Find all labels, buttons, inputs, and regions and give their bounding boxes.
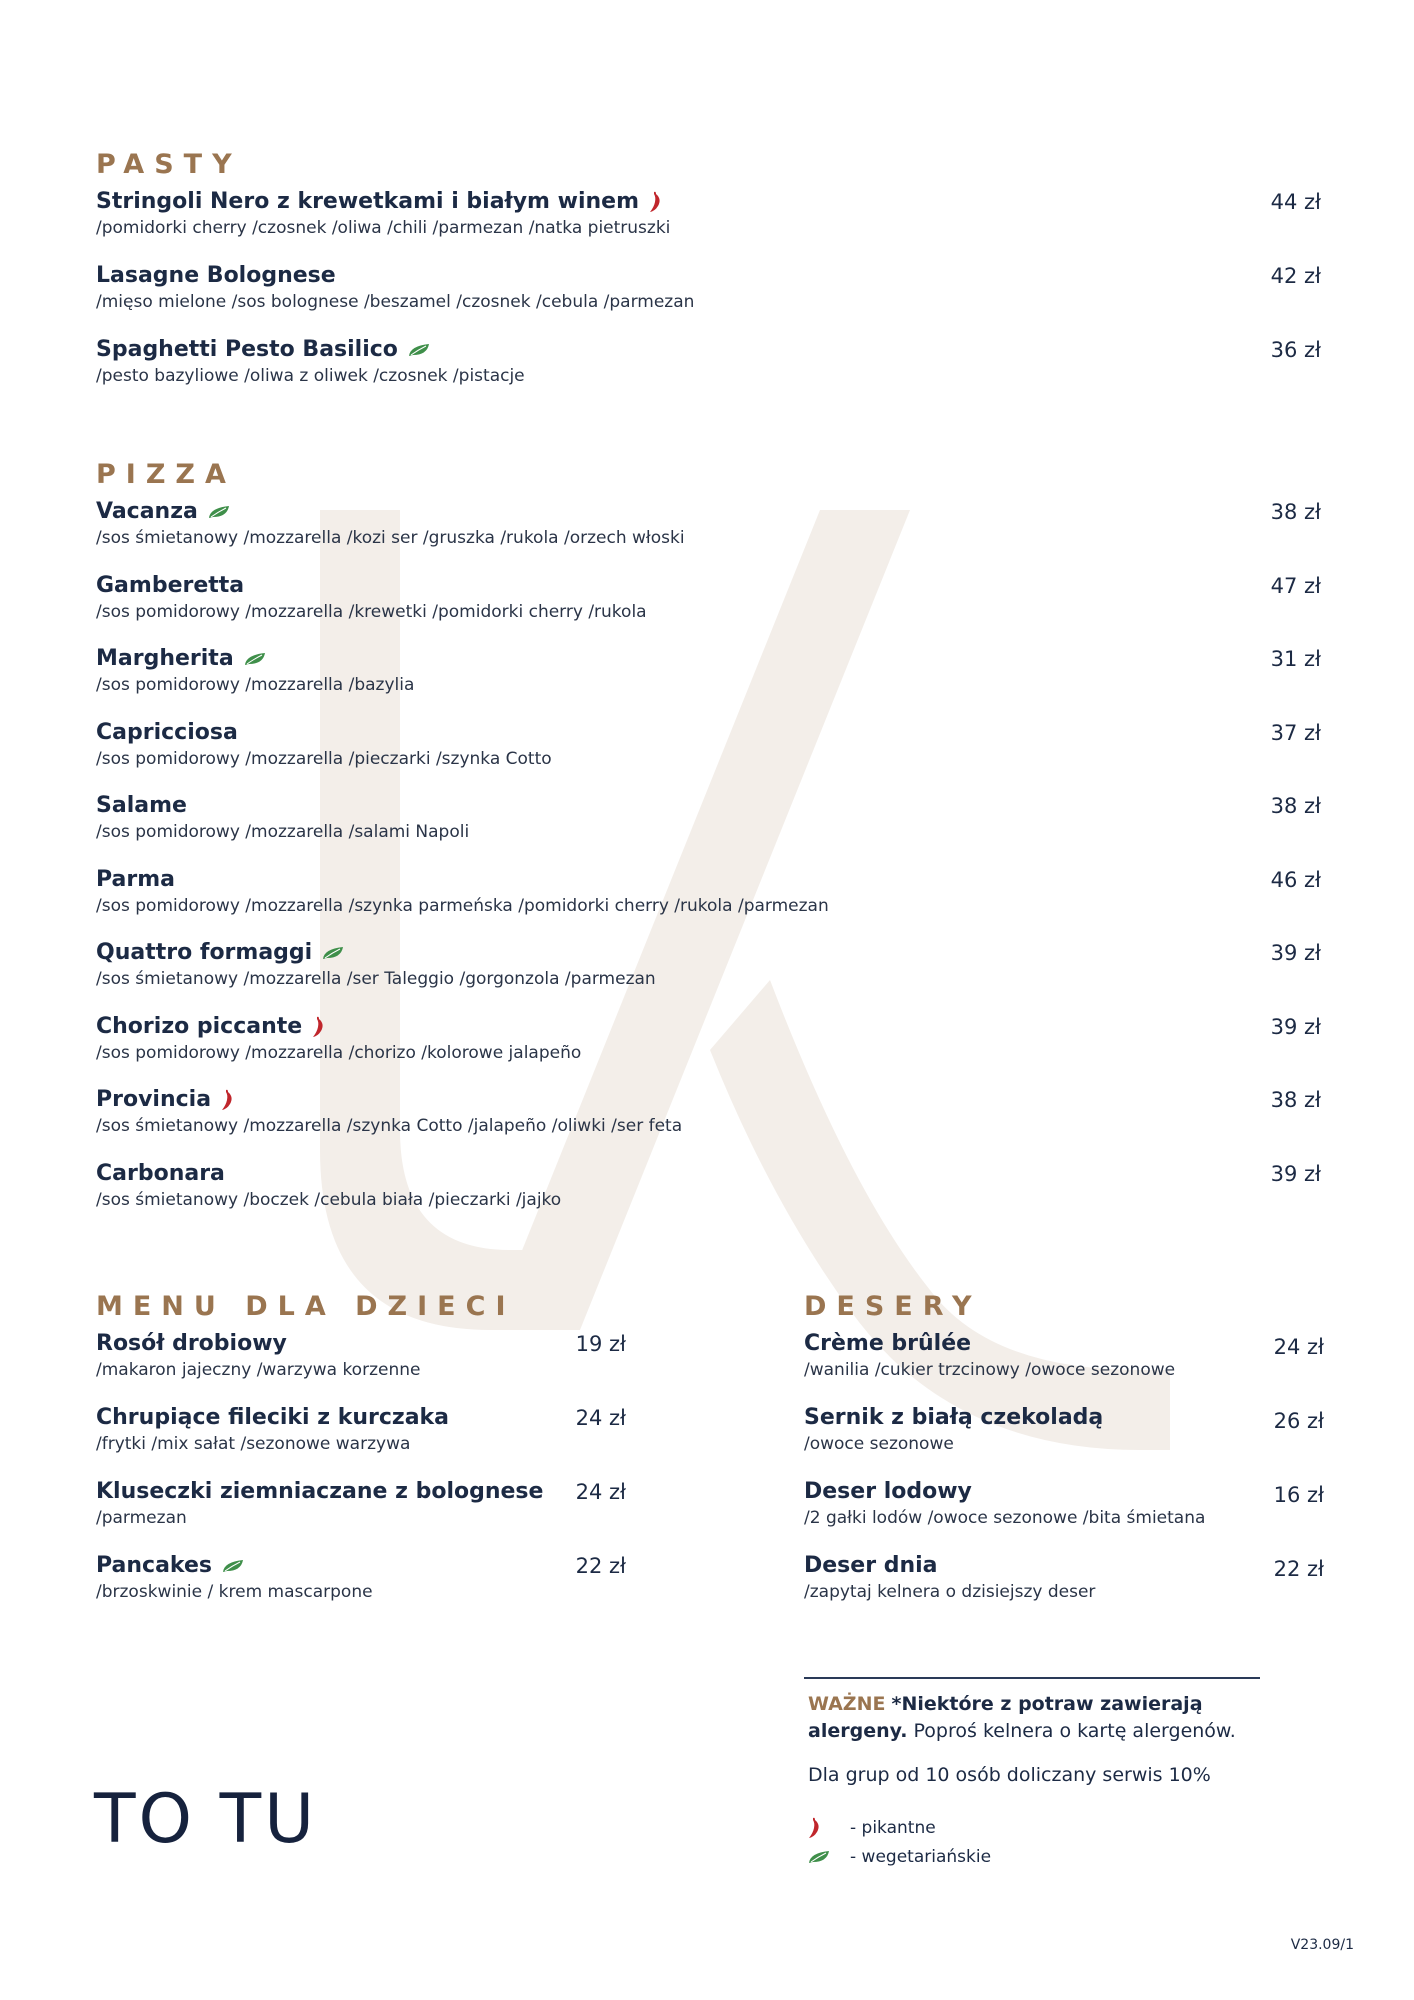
dish-name-text: Spaghetti Pesto Basilico [96, 337, 398, 362]
section-pasty [96, 148, 1321, 410]
dish-name-text: Pancakes [96, 1553, 212, 1578]
dish-name-text: Chrupiące fileciki z kurczaka [96, 1405, 450, 1430]
menu-item [96, 939, 1321, 1013]
menu-item [96, 792, 1321, 866]
legend-label: - wegetariańskie [850, 1846, 992, 1867]
menu-item [96, 1160, 1321, 1234]
menu-item [96, 1330, 626, 1404]
dish-price: 24 zł [575, 1406, 626, 1430]
menu-item [96, 1404, 626, 1478]
menu-item [804, 1478, 1324, 1552]
dish-price: 38 zł [1270, 794, 1321, 818]
legend [808, 1813, 1256, 1871]
brand-logo: TO TU [94, 1780, 317, 1859]
dish-name-text: Parma [96, 866, 175, 892]
legend-row-vegetarian [808, 1842, 1256, 1871]
dish-ingredients: /2 gałki lodów /owoce sezonowe /bita śmietana [804, 1508, 1206, 1528]
menu-item [96, 645, 1321, 719]
dish-price: 38 zł [1270, 500, 1321, 524]
dish-name [96, 1013, 1321, 1041]
dish-name-text: Deser lodowy [804, 1479, 972, 1504]
chili-icon [221, 1089, 235, 1111]
dish-name [96, 188, 1321, 216]
dish-name-text: Salame [96, 793, 187, 818]
dish-name [96, 1552, 626, 1580]
dish-price: 47 zł [1270, 573, 1321, 598]
dish-name [804, 1330, 1324, 1358]
legend-row-spicy [808, 1813, 1256, 1842]
chili-icon [649, 191, 663, 213]
dish-price: 42 zł [1270, 264, 1321, 288]
dish-price: 36 zł [1270, 338, 1321, 362]
menu-item [96, 498, 1321, 572]
dish-ingredients: /parmezan [96, 1508, 187, 1528]
leaf-icon [222, 1559, 244, 1573]
dish-ingredients: /pesto bazyliowe /oliwa z oliwek /czosnek /pistacje [96, 366, 525, 386]
menu-item [96, 336, 1321, 410]
menu-item [804, 1552, 1324, 1626]
dish-ingredients: /sos pomidorowy /mozzarella /krewetki /pomidorki cherry /rukola [96, 601, 647, 622]
dish-price: 44 zł [1270, 190, 1321, 214]
dish-name-text: Lasagne Bolognese [96, 263, 336, 288]
menu-item [96, 1552, 626, 1626]
section-title: PASTY [96, 149, 242, 180]
dish-name-text: Rosół drobiowy [96, 1331, 287, 1356]
section-desery [804, 1290, 1324, 1626]
dish-name [96, 792, 1321, 820]
dish-name [96, 1404, 626, 1432]
section-title: DESERY [804, 1291, 982, 1322]
dish-name [96, 336, 1321, 364]
dish-ingredients: /sos śmietanowy /mozzarella /kozi ser /gruszka /rukola /orzech włoski [96, 528, 685, 548]
dish-name [96, 262, 1321, 290]
important-label: WAŻNE [808, 1693, 886, 1715]
dish-price: 39 zł [1270, 1014, 1321, 1039]
dish-ingredients: /frytki /mix sałat /sezonowe warzywa [96, 1434, 411, 1454]
menu-item [96, 719, 1321, 793]
dish-price: 22 zł [1273, 1557, 1324, 1581]
leaf-icon [322, 946, 344, 960]
dish-price: 22 zł [575, 1554, 626, 1578]
dish-price: 31 zł [1270, 647, 1321, 671]
dish-name-text: Quattro formaggi [96, 940, 313, 965]
dish-ingredients: /sos śmietanowy /mozzarella /ser Taleggio /gorgonzola /parmezan [96, 969, 656, 989]
dish-price: 26 zł [1273, 1409, 1324, 1433]
legend-label: - pikantne [850, 1817, 936, 1838]
dish-ingredients: /sos pomidorowy /mozzarella /pieczarki /szynka Cotto [96, 748, 552, 769]
leaf-icon [244, 652, 266, 666]
dish-name-text: Deser dnia [804, 1553, 938, 1578]
dish-name [96, 1086, 1321, 1114]
dish-ingredients: /brzoskwinie / krem mascarpone [96, 1582, 373, 1602]
dish-price: 37 zł [1270, 720, 1321, 745]
dish-name-text: Chorizo piccante [96, 1013, 303, 1039]
dish-name-text: Capricciosa [96, 719, 238, 745]
dish-ingredients: /sos śmietanowy /boczek /cebula biała /pieczarki /jajko [96, 1189, 562, 1210]
section-title: MENU DLA DZIECI [96, 1291, 516, 1322]
dish-name [96, 572, 1321, 600]
service-charge-note: Dla grup od 10 osób doliczany serwis 10% [808, 1764, 1211, 1786]
dish-price: 46 zł [1270, 867, 1321, 892]
leaf-icon [808, 1850, 850, 1864]
dish-price: 39 zł [1270, 941, 1321, 965]
dish-name-text: Vacanza [96, 499, 198, 524]
version-label: V23.09/1 [1290, 1937, 1354, 1953]
dish-ingredients: /sos pomidorowy /mozzarella /salami Napoli [96, 822, 470, 842]
dish-ingredients: /makaron jajeczny /warzywa korzenne [96, 1360, 421, 1380]
dish-name-text: Stringoli Nero z krewetkami i białym winem [96, 189, 639, 214]
dish-ingredients: /owoce sezonowe [804, 1434, 954, 1454]
dish-ingredients: /mięso mielone /sos bolognese /beszamel /czosnek /cebula /parmezan [96, 292, 695, 312]
menu-item [96, 188, 1321, 262]
menu-item [804, 1404, 1324, 1478]
dish-ingredients: /sos pomidorowy /mozzarella /szynka parmeńska /pomidorki cherry /rukola /parmezan [96, 895, 829, 916]
dish-ingredients: /wanilia /cukier trzcinowy /owoce sezonowe [804, 1360, 1176, 1380]
menu-item [96, 262, 1321, 336]
info-box [804, 1677, 1260, 1871]
dish-price: 38 zł [1270, 1088, 1321, 1112]
dish-name [96, 1160, 1321, 1188]
dish-price: 24 zł [1273, 1335, 1324, 1359]
dish-name [96, 719, 1321, 747]
allergen-notice [808, 1691, 1256, 1745]
dish-price: 24 zł [575, 1480, 626, 1504]
dish-price: 16 zł [1273, 1483, 1324, 1507]
dish-name [96, 1330, 626, 1358]
menu-item [804, 1330, 1324, 1404]
dish-name-text: Margherita [96, 646, 234, 671]
dish-name-text: Provincia [96, 1087, 212, 1112]
dish-name [96, 498, 1321, 526]
menu-item [96, 1086, 1321, 1160]
menu-item [96, 1478, 626, 1552]
allergen-request: Poproś kelnera o kartę alergenów. [913, 1720, 1236, 1742]
section-pizza [96, 458, 1321, 1233]
dish-ingredients: /sos śmietanowy /mozzarella /szynka Cotto /jalapeño /oliwki /ser feta [96, 1116, 683, 1136]
section-menu-dla-dzieci [96, 1290, 626, 1626]
dish-ingredients: /zapytaj kelnera o dzisiejszy deser [804, 1582, 1096, 1602]
dish-name [804, 1478, 1324, 1506]
menu-item [96, 1013, 1321, 1087]
dish-name [96, 1478, 626, 1506]
dish-name-text: Sernik z białą czekoladą [804, 1405, 1104, 1430]
dish-ingredients: /sos pomidorowy /mozzarella /bazylia [96, 675, 415, 695]
dish-name-text: Kluseczki ziemniaczane z bolognese [96, 1479, 544, 1504]
chili-icon [312, 1016, 326, 1038]
dish-name-text: Gamberetta [96, 572, 245, 598]
dish-name [804, 1552, 1324, 1580]
dish-name [804, 1404, 1324, 1432]
menu-item [96, 866, 1321, 940]
leaf-icon [408, 343, 430, 357]
dish-name-text: Carbonara [96, 1160, 225, 1186]
chili-icon [808, 1817, 850, 1839]
leaf-icon [208, 505, 230, 519]
dish-name [96, 866, 1321, 894]
dish-name [96, 645, 1321, 673]
dish-price: 19 zł [575, 1332, 626, 1356]
dish-ingredients: /pomidorki cherry /czosnek /oliwa /chili /parmezan /natka pietruszki [96, 218, 671, 238]
dish-name [96, 939, 1321, 967]
allergen-warning: *Niektóre z potraw zawierają alergeny. [808, 1693, 1203, 1742]
dish-name-text: Crème brûlée [804, 1331, 972, 1356]
dish-price: 39 zł [1270, 1161, 1321, 1186]
dish-ingredients: /sos pomidorowy /mozzarella /chorizo /kolorowe jalapeño [96, 1042, 582, 1063]
section-title: PIZZA [96, 459, 236, 490]
menu-item [96, 572, 1321, 646]
